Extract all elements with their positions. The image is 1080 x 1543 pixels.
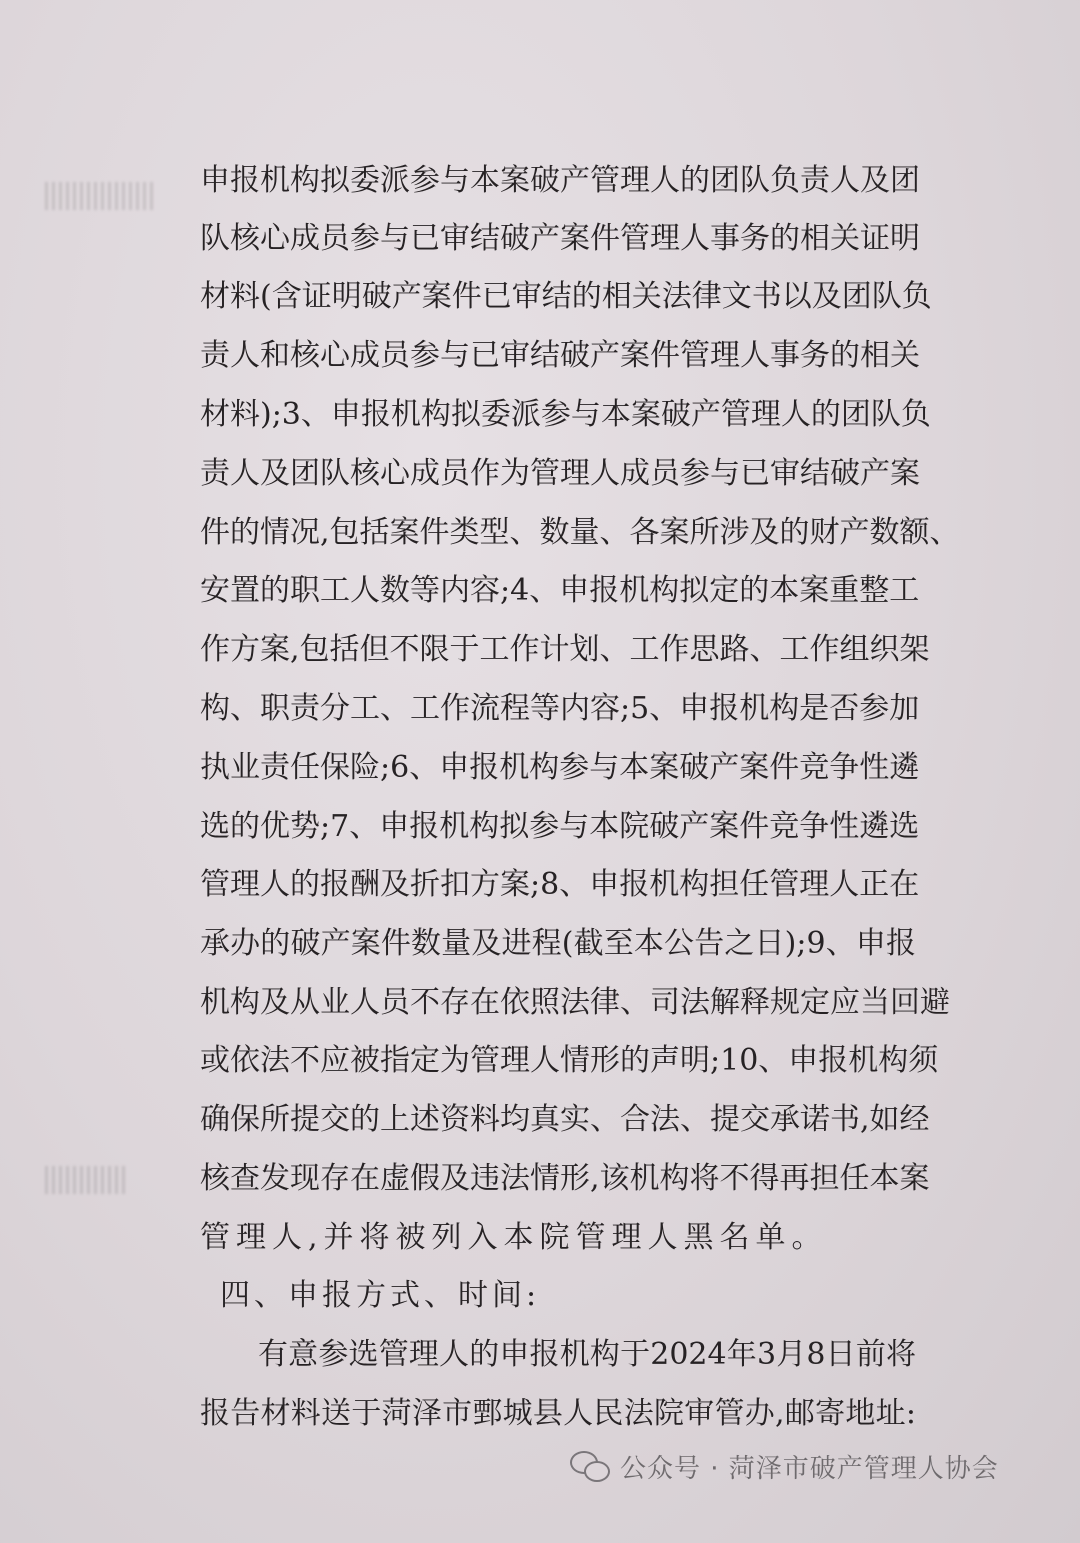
body-line: 核查发现存在虚假及违法情形,该机构将不得再担任本案 [200,1161,930,1196]
body-line: 责人及团队核心成员作为管理人成员参与已审结破产案 [200,456,920,491]
body-line: 队核心成员参与已审结破产案件管理人事务的相关证明 [200,221,920,256]
body-line: 机构及从业人员不存在依照法律、司法解释规定应当回避 [200,985,950,1020]
body-line: 承办的破产案件数量及进程(截至本公告之日);9、申报 [200,926,916,961]
body-line: 责人和核心成员参与已审结破产案件管理人事务的相关 [200,338,920,373]
bleed-through-mark [45,182,155,210]
body-line: 确保所提交的上述资料均真实、合法、提交承诺书,如经 [200,1102,930,1137]
body-line: 管理人的报酬及折扣方案;8、申报机构担任管理人正在 [200,867,920,902]
section-line: 报告材料送于菏泽市鄄城县人民法院审管办,邮寄地址: [200,1396,916,1431]
body-line: 作方案,包括但不限于工作计划、工作思路、工作组织架 [200,632,930,667]
body-line: 或依法不应被指定为管理人情形的声明;10、申报机构须 [200,1043,939,1078]
section-heading: 四、申报方式、时间: [220,1278,541,1313]
body-line: 材料(含证明破产案件已审结的相关法律文书以及团队负 [200,279,932,314]
body-line: 构、职责分工、工作流程等内容;5、申报机构是否参加 [200,691,920,726]
body-line: 安置的职工人数等内容;4、申报机构拟定的本案重整工 [200,573,920,608]
body-line: 执业责任保险;6、申报机构参与本案破产案件竞争性遴 [200,750,920,785]
body-line: 材料);3、申报机构拟委派参与本案破产管理人的团队负 [200,397,931,432]
body-line: 件的情况,包括案件类型、数量、各案所涉及的财产数额、 [200,515,960,550]
body-line: 申报机构拟委派参与本案破产管理人的团队负责人及团 [200,163,920,198]
bleed-through-mark [45,1166,125,1194]
watermark-text: 公众号 · 菏泽市破产管理人协会 [620,1453,999,1484]
wechat-icon [570,1449,610,1483]
wechat-watermark [570,1446,999,1486]
body-line: 管理人,并将被列入本院管理人黑名单。 [200,1220,828,1255]
body-line: 选的优势;7、申报机构拟参与本院破产案件竞争性遴选 [200,809,920,844]
section-line: 有意参选管理人的申报机构于2024年3月8日前将 [258,1337,916,1372]
